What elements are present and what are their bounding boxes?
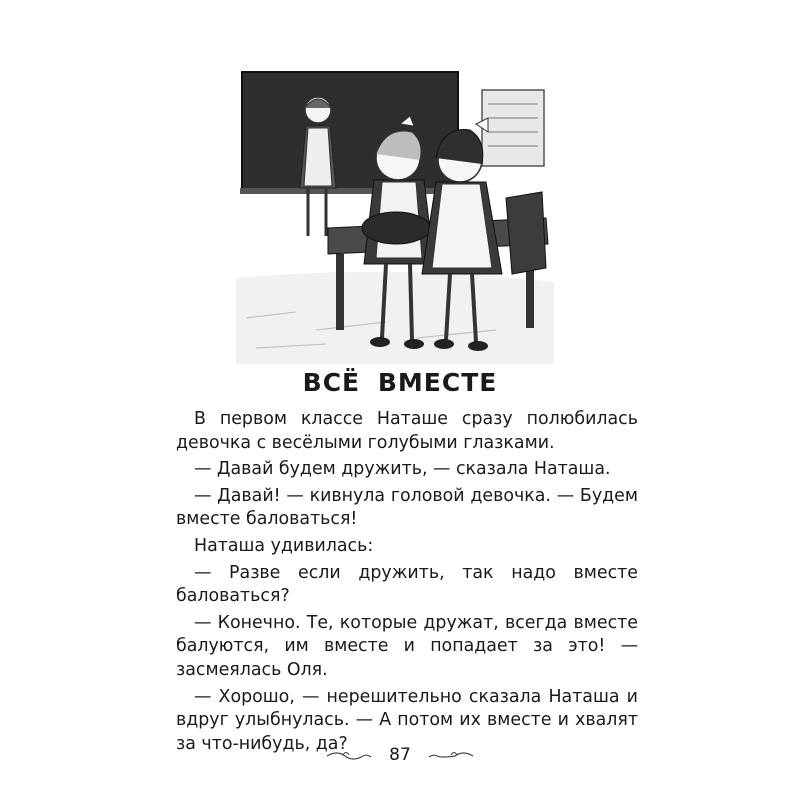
story-title: ВСЁ ВМЕСТЕ	[302, 368, 498, 397]
story-paragraph: В первом классе Наташе сразу полюбилась девочка с весёлыми голубыми глазками.	[176, 409, 638, 453]
classroom-girls-illustration	[236, 68, 554, 364]
page-footer	[0, 744, 800, 766]
story-paragraph: — Давай! — кивнула головой девочка. — Будем вместе баловаться!	[176, 485, 638, 530]
story-paragraph: — Давай будем дружить, — сказала Наташа.	[194, 459, 611, 480]
story-paragraph: — Разве если дружить, так надо вместе баловаться?	[176, 562, 638, 607]
flourish-ornament-icon	[325, 748, 373, 762]
story-paragraph: — Конечно. Те, которые дружат, всегда вместе балуются, им вместе и попадает за это! — засмеялась Оля.	[176, 612, 638, 680]
story-paragraph: Наташа удивилась:	[194, 535, 374, 556]
story-paragraph: — Хорошо, — нерешительно сказала Наташа и вдруг улыбнулась. — А потом их вместе и хвалят за что-нибудь, да?	[176, 686, 638, 754]
story-body	[176, 408, 638, 759]
page-number: 87	[389, 745, 411, 765]
classroom-illustration	[236, 68, 554, 364]
flourish-ornament-icon	[427, 748, 475, 762]
